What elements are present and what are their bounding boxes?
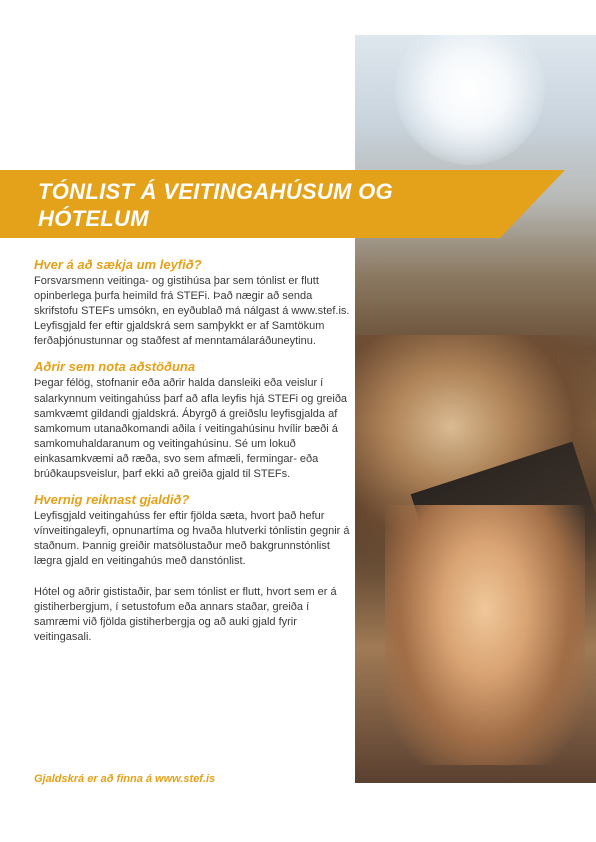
concert-crowd-photo	[355, 35, 596, 783]
section-others-using	[34, 359, 356, 482]
section-paragraph: Þegar félög, stofnanir eða aðrir halda dansleiki eða veislur í salarkynnum veitingahúss þarf að afla leyfis hjá STEFi og greiða samkvæmt gildandi gjaldskrá. Ábyrgð á greiðslu leyfisgjalda af samkomum utanaðkomandi aðila í veitingahúsinu hvílir bæði á samkomuhaldaranum og veitingahúsinu. Sé um lokuð einkasamkvæmi að ræða, svo sem afmæli, fermingar- eða brúðkaupsveislur, þarf ekki að greiða gjald til STEFs.	[34, 377, 348, 481]
section-heading: Hver á að sækja um leyfið?	[34, 257, 202, 272]
section-heading: Hvernig reiknast gjaldið?	[34, 492, 190, 508]
section-paragraph: Leyfisgjald veitingahúss fer eftir fjölda sæta, hvort það hefur vínveitingaleyfi, opnunartíma og hvaða hlutverki tónlistin gegnir á staðnum. Þannig greiðir matsölustaður með bakgrunnstónlist lægra gjald en veitingahús með danstónlist.	[34, 510, 350, 568]
section-heading: Aðrir sem nota aðstöðuna	[34, 359, 196, 375]
footer-link-note: Gjaldskrá er að finna á www.stef.is	[34, 773, 216, 785]
section-paragraph: Forsvarsmenn veitinga- og gistihúsa þar sem tónlist er flutt opinberlega þurfa heimild frá STEFi. Það nægir að senda skrifstofu STEFs umsókn, en eyðublað má nálgast á www.stef.is. Leyfisgjald fer eftir gjaldskrá sem samþykkt er af Samtökum ferðaþjónustunnar og staðfest af menntamálaráðuneytinu.	[34, 275, 350, 348]
section-paragraph: Hótel og aðrir gististaðir, þar sem tónlist er flutt, hvort sem er á gistiherbergjum, í setustofum eða annars staðar, greiða í samræmi við fjölda gistiherbergja og að auki gjald fyrir veitingasali.	[34, 585, 337, 643]
section-who-applies	[34, 257, 356, 349]
article-body	[34, 257, 356, 655]
crowd-surfer	[385, 505, 585, 765]
stage-light	[395, 35, 545, 165]
page-title: TÓNLIST Á VEITINGAHÚSUM OG HÓTELUM	[38, 179, 393, 231]
section-fee-calculation	[34, 492, 356, 645]
